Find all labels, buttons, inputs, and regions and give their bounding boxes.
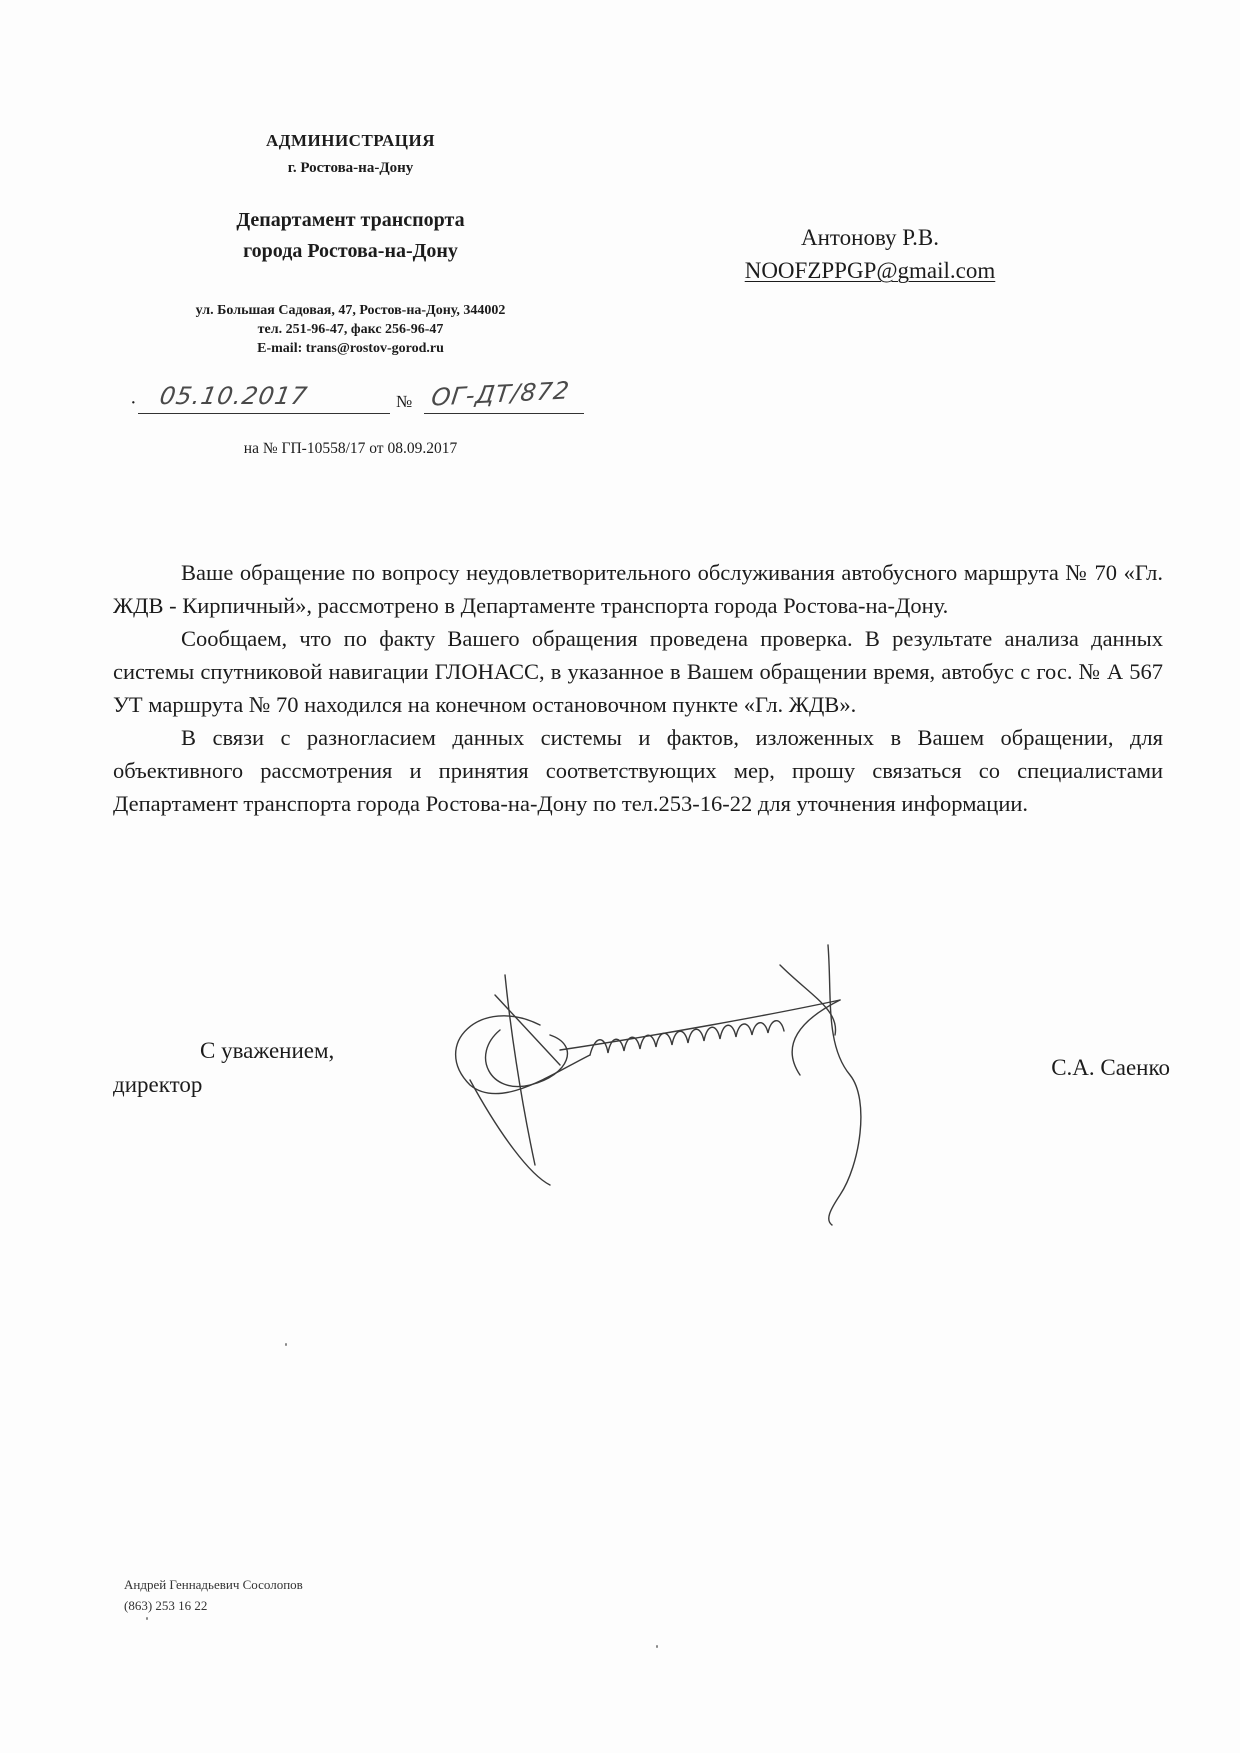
recipient-name: Антонову Р.В. [800, 225, 940, 250]
registration-date: 05.10.2017 [157, 382, 310, 410]
administration-city: г. Ростова-на-Дону [287, 160, 414, 176]
sender-email: E-mail: trans@rostov-gorod.ru [257, 341, 444, 356]
registration-number-sign: № [396, 392, 413, 411]
sender-address: ул. Большая Садовая, 47, Ростов-на-Дону, 344002 [195, 303, 506, 318]
handwritten-signature-icon [440, 935, 960, 1235]
signer-name: С.А. Саенко [1051, 1055, 1170, 1080]
body-paragraph-3: В связи с разногласием данных системы и фактов, изложенных в Вашем обращении, для объективного рассмотрения и принятия соответствующих мер, прошу связаться со специалистами Департамент транспорта города Ростова-на-Дону по тел.253-16-22 для уточнения информации. [113, 725, 1163, 816]
body-paragraph-2: Сообщаем, что по факту Вашего обращения проведена проверка. В результате анализа данных системы спутниковой навигации ГЛОНАСС, в указанное в Вашем обращении время, автобус с гос. № А 567 УТ маршрута № 70 находился на конечном остановочном пункте «Гл. ЖДВ». [113, 626, 1163, 717]
recipient-email: NOOFZPPGP@gmail.com [744, 258, 996, 283]
number-underline [424, 413, 584, 414]
registration-mark: · [130, 392, 137, 414]
executor-name: Андрей Геннадьевич Сосолопов [124, 1577, 303, 1592]
body-paragraph-1: Ваше обращение по вопросу неудовлетворительного обслуживания автобусного маршрута № 70 «Гл. ЖДВ - Кирпичный», рассмотрено в Департаменте транспорта города Ростова-на-Дону. [113, 560, 1163, 618]
closing-regards: С уважением, [200, 1038, 335, 1063]
scan-speck [146, 1617, 148, 1620]
department-name-line2: города Ростова-на-Дону [243, 240, 458, 262]
department-name-line1: Департамент транспорта [236, 209, 465, 231]
administration-title: АДМИНИСТРАЦИЯ [265, 131, 435, 150]
date-underline [138, 413, 390, 414]
signer-position: директор [113, 1072, 203, 1097]
scan-speck [285, 1343, 287, 1346]
registration-number: ОГ-ДТ/872 [429, 376, 572, 412]
executor-phone: (863) 253 16 22 [124, 1598, 208, 1613]
registration-line [130, 376, 599, 420]
reference-line: на № ГП-10558/17 от 08.09.2017 [243, 440, 458, 457]
letter-body [113, 556, 1163, 820]
scan-speck [656, 1645, 658, 1648]
sender-phone-fax: тел. 251-96-47, факс 256-96-47 [257, 322, 444, 337]
